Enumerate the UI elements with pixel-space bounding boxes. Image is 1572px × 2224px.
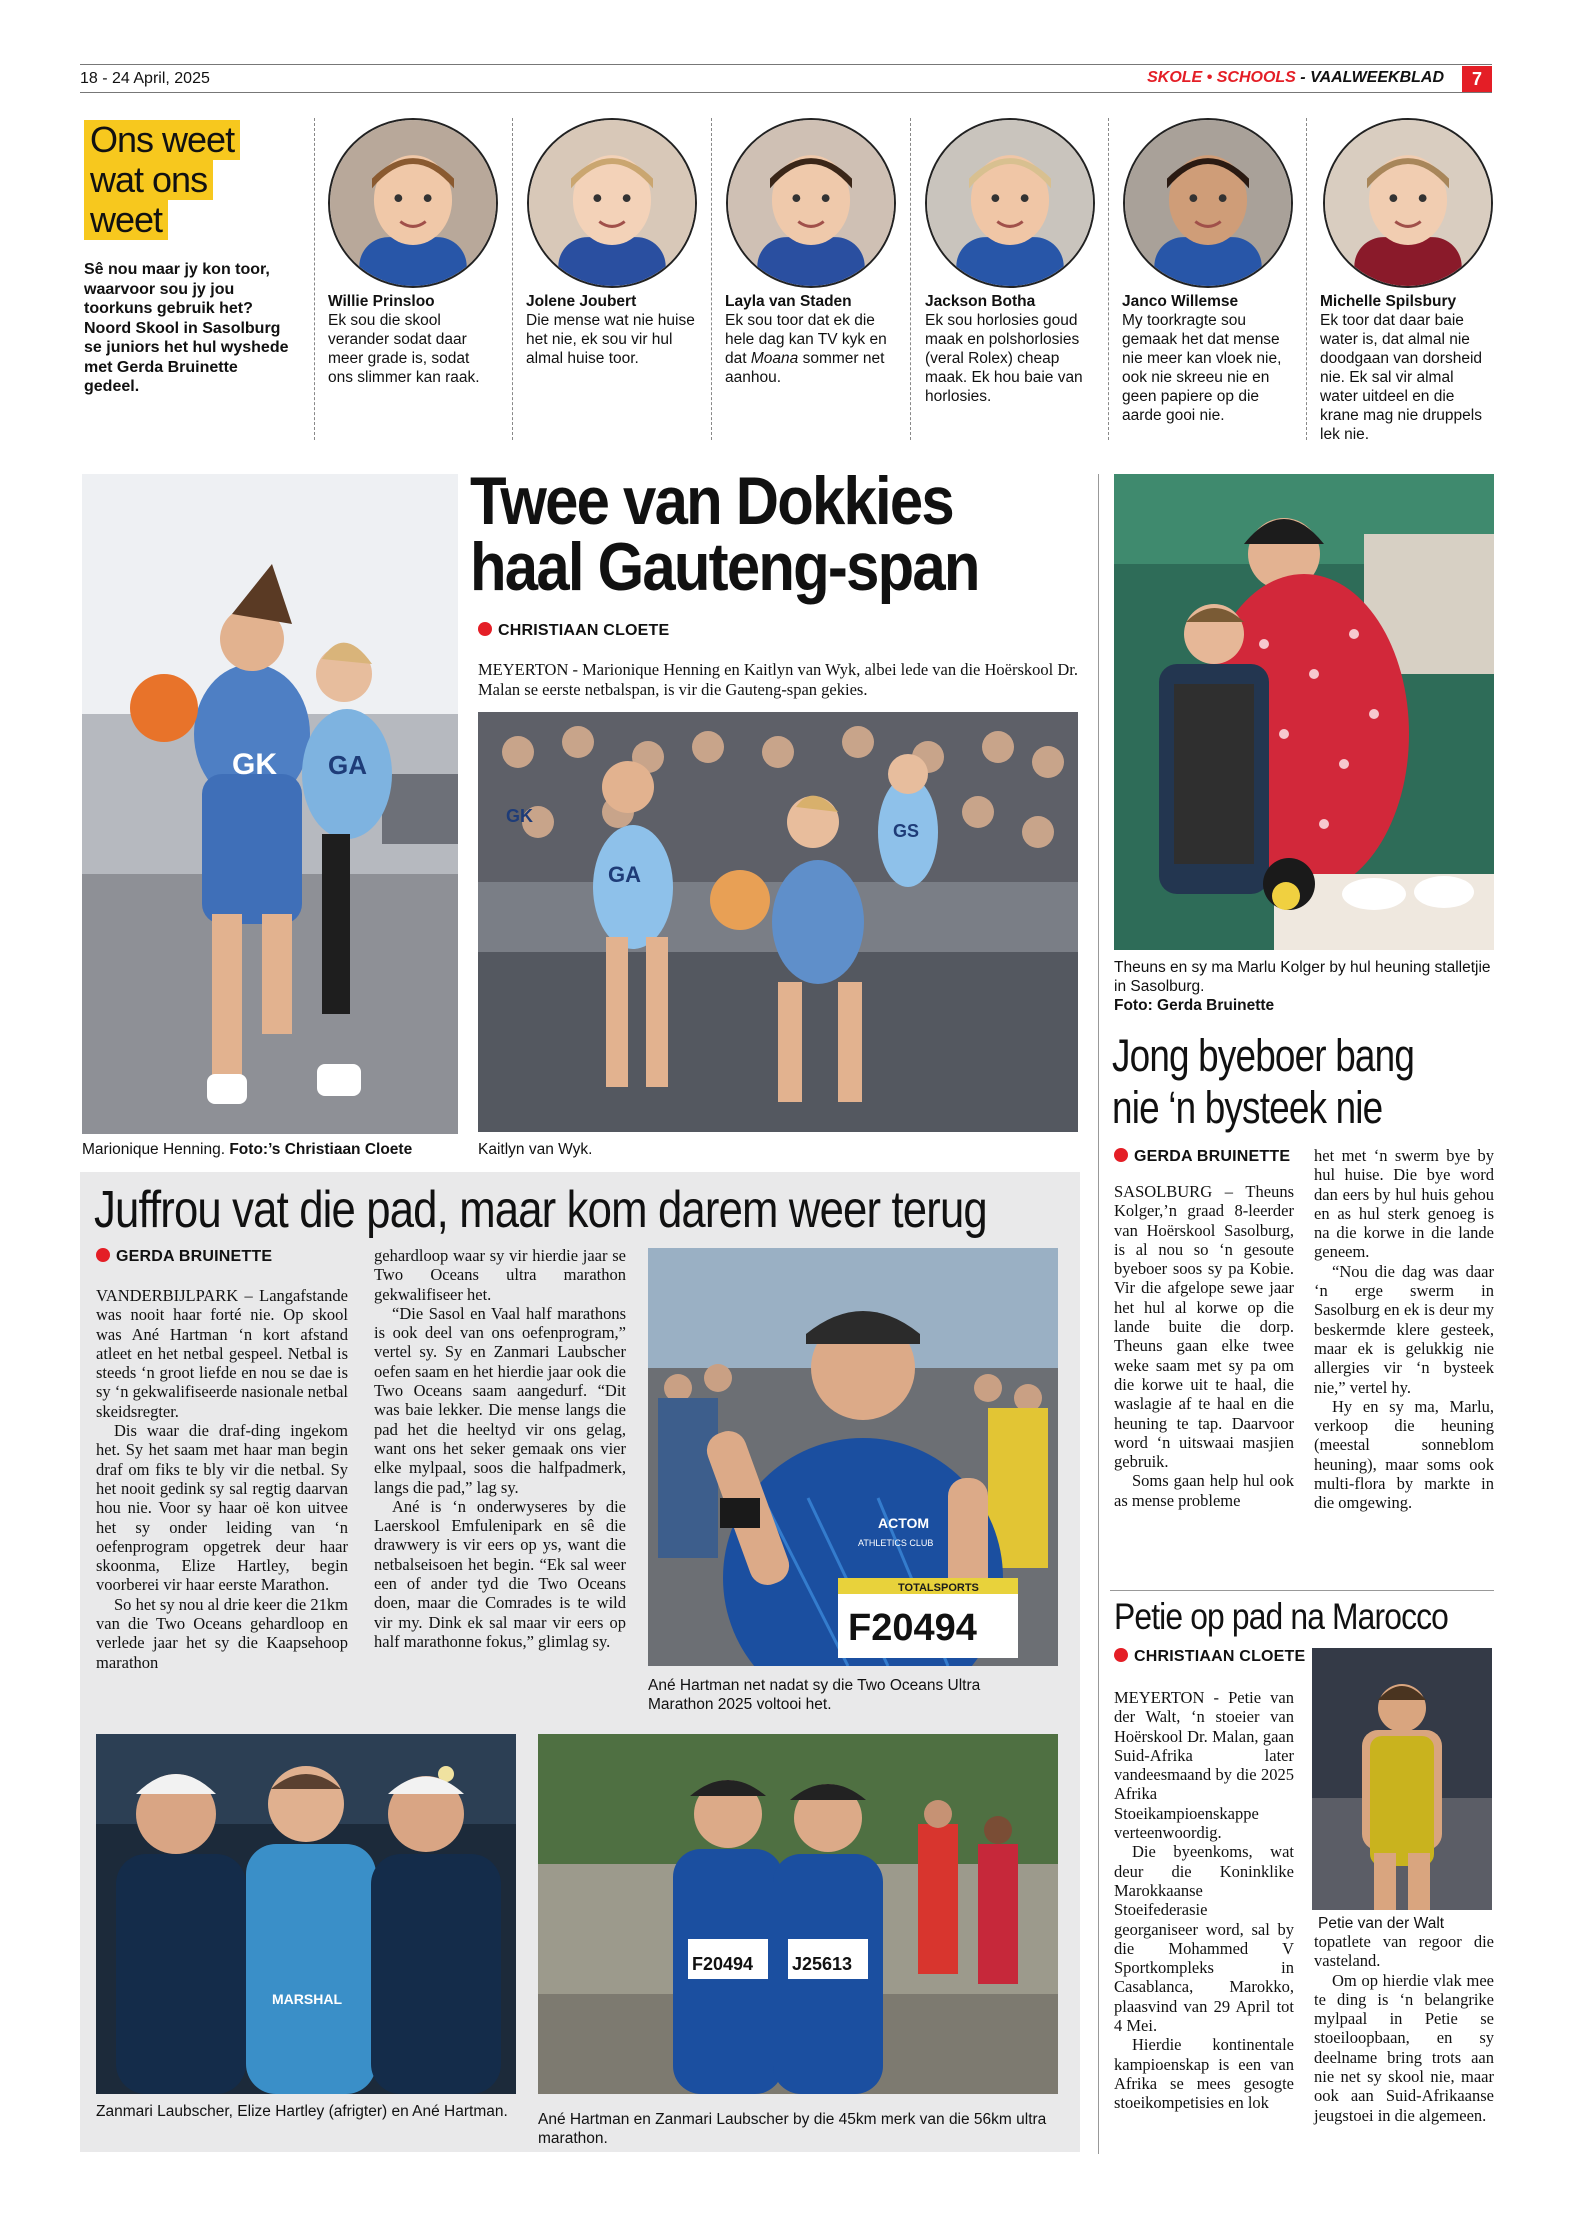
headline-line: Twee van Dokkies xyxy=(470,463,953,539)
byline-name: CHRISTIAAN CLOETE xyxy=(498,622,670,639)
byline-dot-icon xyxy=(96,1248,110,1262)
kid-quote: Ek toor dat daar baie water is, dat almal nie doodgaan van dorsheid nie. Ek sal vir almal water uitdeel en die krane mag nie druppels lek nie. xyxy=(1320,312,1483,443)
vest-text: ACTOM xyxy=(878,1515,930,1531)
marathon-headline: Juffrou vat die pad, maar kom darem weer terug xyxy=(94,1181,987,1239)
vox-title xyxy=(84,120,294,240)
wrestling-byline xyxy=(1114,1648,1305,1666)
kid-name: Jolene Joubert xyxy=(526,293,637,310)
kid-name: Willie Prinsloo xyxy=(328,293,435,310)
bib-number-text: J25613 xyxy=(792,1954,853,1974)
caption-text: Theuns en sy ma Marlu Kolger by hul heuning stalletjie in Sasolburg. xyxy=(1114,959,1491,995)
byline-name: GERDA BRUINETTE xyxy=(116,1248,273,1265)
svg-text:GA: GA xyxy=(328,750,367,780)
vox-title-line: wat ons xyxy=(84,160,213,200)
vox-divider xyxy=(910,118,911,440)
netball-caption-left xyxy=(82,1140,458,1159)
paragraph: gehardloop waar sy vir hierdie jaar se Two Oceans ultra marathon gekwalifiseer het. xyxy=(374,1246,626,1304)
paragraph: Ané is ‘n onderwyseres by die Laerskool Emfulenipark en sê die drawwery is vir eers op ys, want die netbalseisoen het begin. “Ek sal weer een of ander tyd die Two Oceans doen, maar die Comrades is te wild vir my. Dink ek sal maar vir eers op half marathonne fokus,” glimlag sy. xyxy=(374,1496,626,1651)
kid-portrait-photo xyxy=(527,118,697,288)
wrestling-column-2 xyxy=(1314,1932,1494,2125)
byline-name: GERDA BRUINETTE xyxy=(1134,1148,1291,1165)
svg-text:GK: GK xyxy=(506,806,533,826)
section-schools: SCHOOLS xyxy=(1216,69,1296,86)
kid-portrait-photo xyxy=(328,118,498,288)
kid-portrait-photo xyxy=(726,118,896,288)
kid-quote: Ek sou die skool verander sodat daar meer grade is, sodat ons slimmer kan raak. xyxy=(328,312,480,386)
bee-headline xyxy=(1112,1030,1512,1134)
kid-entry xyxy=(526,292,706,368)
kid-portrait-photo xyxy=(1323,118,1493,288)
page-number-box xyxy=(1462,66,1492,92)
bee-column-2 xyxy=(1314,1146,1494,1513)
club-text: ATHLETICS CLUB xyxy=(858,1538,934,1548)
paragraph: SASOLBURG – Theuns Kolger,’n graad 8-leerder van Hoërskool Sasolburg, is al nou so ‘n gesoute byeboer soos sy pa Kobie. Vir die afgelope sewe jaar het hul al korwe op die lande buite die dorp. Theuns gaan elke twee weke saam met sy pa om die korwe uit te haal, die waslagie af te haal en die heuning te tap. Daarvoor word ‘n uitswaai masjien gebruik. xyxy=(1114,1182,1294,1472)
headline-line: Jong byeboer bang xyxy=(1112,1030,1415,1081)
paragraph: Soms gaan help hul ook as mense probleme xyxy=(1114,1471,1294,1510)
marshal-text: MARSHAL xyxy=(272,1991,342,2007)
paragraph: Hierdie kontinentale kampioenskap is een van Afrika se mees gesogte stoeikompetisies en lok xyxy=(1114,2035,1294,2113)
photo-credit: Foto: Gerda Bruinette xyxy=(1114,997,1275,1014)
netball-photo-marionique xyxy=(82,474,458,1134)
svg-text:GK: GK xyxy=(232,748,277,781)
bee-byline xyxy=(1114,1148,1290,1166)
kid-entry xyxy=(328,292,498,387)
wrestling-caption: Petie van der Walt xyxy=(1318,1915,1445,1932)
vox-divider xyxy=(711,118,712,440)
headline-line: nie ‘n bysteek nie xyxy=(1112,1082,1383,1133)
headline-line: haal Gauteng-span xyxy=(470,529,979,605)
kid-name: Michelle Spilsbury xyxy=(1320,293,1457,310)
kid-name: Jackson Botha xyxy=(925,293,1036,310)
section-rule xyxy=(1110,1590,1494,1591)
svg-text:GS: GS xyxy=(893,821,920,841)
kid-entry xyxy=(1122,292,1292,425)
header-bottom-rule xyxy=(80,92,1492,93)
byline-name: CHRISTIAAN CLOETE xyxy=(1134,1648,1306,1665)
vox-divider xyxy=(512,118,513,440)
marathon-photo-finish xyxy=(648,1248,1058,1666)
svg-text:GA: GA xyxy=(608,862,641,887)
marathon-byline xyxy=(96,1248,272,1266)
bee-column-1 xyxy=(1114,1182,1294,1510)
page-header xyxy=(80,64,1492,94)
marathon-column-1 xyxy=(96,1286,348,1672)
section-bullet: • xyxy=(1206,69,1213,86)
vox-title-line: weet xyxy=(84,200,168,240)
netball-headline xyxy=(470,463,1090,605)
vox-title-line: Ons weet xyxy=(84,120,240,160)
page-number: 7 xyxy=(1471,69,1482,89)
paragraph: het met ‘n swerm bye by hul huise. Die bye word dan eers by hul huis gehou en as hul sterk genoeg is na die korwe in die lande geneem. xyxy=(1314,1146,1494,1262)
paragraph: Om op hierdie vlak mee te ding is ‘n belangrike mylpaal in Petie se stoeiloopbaan, en sy deelname bring trots aan nie net sy skool nie, maar ook aan Suid-Afrikaanse jeugstoei in die algemeen. xyxy=(1314,1970,1494,2125)
bib-brand-text: TOTALSPORTS xyxy=(898,1582,979,1594)
kid-quote: Die mense wat nie huise het nie, ek sou vir hul almal huise toor. xyxy=(526,312,695,367)
vox-divider xyxy=(1108,118,1109,440)
kid-name: Janco Willemse xyxy=(1122,293,1239,310)
photo-credit: Foto:’s Christiaan Cloete xyxy=(229,1141,413,1158)
kid-quote: Ek sou horlosies goud maak en polshorlosies (veral Rolex) cheap maak. Ek hou baie van horlosies. xyxy=(925,312,1083,405)
marathon-caption-main: Ané Hartman net nadat sy die Two Oceans Ultra Marathon 2025 voltooi het. xyxy=(648,1677,981,1713)
kid-quote-title: Moana xyxy=(750,350,799,367)
bib-number-text: F20494 xyxy=(848,1607,977,1649)
paragraph: MEYERTON - Petie van der Walt, ‘n stoeier van Hoërskool Dr. Malan, gaan Suid-Afrika later vandeesmaand by die 2025 Afrika Stoeikampioenskappe verteenwoordig. xyxy=(1114,1688,1294,1843)
paper-name: VAALWEEKBLAD xyxy=(1310,69,1444,86)
bee-photo xyxy=(1114,474,1494,950)
vox-divider xyxy=(314,118,315,440)
section-skole: SKOLE xyxy=(1147,69,1203,86)
paragraph: VANDERBIJLPARK – Langafstande was nooit haar forté nie. Op skool was Ané Hartman ‘n kort afstand atleet en het netbal gespeel. Netbal is steeds ‘n groot liefde en nou se dae is sy ‘n gekwalifiseerde nasionale netbal skeidsregter. xyxy=(96,1286,348,1421)
marathon-caption-br: Ané Hartman en Zanmari Laubscher by die 45km merk van die 56km ultra marathon. xyxy=(538,2111,1047,2147)
byline-dot-icon xyxy=(1114,1148,1128,1162)
kid-entry xyxy=(925,292,1101,406)
wrestling-headline: Petie op pad na Marocco xyxy=(1114,1596,1449,1637)
paragraph: Hy en sy ma, Marlu, verkoop die heuning (meestal sonneblom heuning), maar soms ook multi-flora by markte in die omgewing. xyxy=(1314,1396,1494,1513)
paragraph: Dis waar die draf-ding ingekom het. Sy het saam met haar man begin draf om fiks te bly vir die netbal. Sy het nooit gedink sy sal regtig daarvan hou nie. Voor sy haar oë kon uitvee het sy onder leiding van ‘n oefenprogram opgetrek deur haar skoonma, Elize Hartley, begin voorberei vir haar eerste Marathon. xyxy=(96,1421,348,1595)
paragraph: So het sy nou al drie keer die 21km van die Two Oceans gehardloop en verlede jaar het sy die Kaapsehoop marathon xyxy=(96,1594,348,1672)
wrestling-photo xyxy=(1312,1648,1492,1910)
kid-name: Layla van Staden xyxy=(725,293,852,310)
marathon-column-2 xyxy=(374,1246,626,1651)
kid-portrait-photo xyxy=(1123,118,1293,288)
netball-caption-right: Kaitlyn van Wyk. xyxy=(478,1141,593,1158)
paragraph: “Die Sasol en Vaal half marathons is ook deel van ons oefenprogram,” vertel sy. Sy en Zanmari Laubscher oefen saam en het hierdie jaar ook die Two Oceans saam aangedurf. “Dit was baie lekker. Die mense langs die pad het die heeltyd vir ons gelag, want ons het seker gemaak ons vier elke mylpaal, soos die halfpadmerk, langs die pad,” lag sy. xyxy=(374,1303,626,1497)
netball-photo-kaitlyn xyxy=(478,712,1078,1132)
kid-portrait-photo xyxy=(925,118,1095,288)
column-rule xyxy=(1098,474,1099,2154)
paragraph: topatlete van regoor die vasteland. xyxy=(1314,1932,1494,1971)
kid-quote-part: Ek sou toor dat ek die hele dag kan TV kyk en dat xyxy=(725,312,887,367)
issue-date: 18 - 24 April, 2025 xyxy=(80,70,210,87)
paragraph: “Nou die dag was daar ‘n erge swerm in Sasolburg en ek is deur my beskermde klere gesteek, maar ek is gelukkig nie allergies vir ‘n bysteek nie,” vertel hy. xyxy=(1314,1261,1494,1397)
netball-byline xyxy=(478,622,669,640)
byline-dot-icon xyxy=(478,622,492,636)
marathon-photo-duo xyxy=(538,1734,1058,2094)
marathon-caption-bl: Zanmari Laubscher, Elize Hartley (afrigter) en Ané Hartman. xyxy=(96,2103,508,2120)
paragraph: Die byeenkoms, wat deur die Koninklike Marokkaanse Stoeifederasie georganiseer word, sal by die Mohammed V Sportkompleks in Casablanca, Marokko, plaasvind van 29 April tot 4 Mei. xyxy=(1114,1842,1294,2036)
marathon-photo-trio xyxy=(96,1734,516,2094)
bee-caption xyxy=(1114,958,1494,1015)
kid-quote-part: sommer net aanhou. xyxy=(725,350,885,386)
kid-quote: My toorkragte sou gemaak het dat mense nie meer kan vloek nie, ook nie skreeu nie en geen papiere op die aarde gooi nie. xyxy=(1122,312,1282,424)
kid-entry xyxy=(725,292,901,387)
netball-lead: MEYERTON - Marionique Henning en Kaitlyn van Wyk, albei lede van die Hoërskool Dr. Malan se eerste netbalspan, is vir die Gauteng-span gekies. xyxy=(478,660,1078,699)
caption-text: Marionique Henning. xyxy=(82,1141,230,1158)
byline-dot-icon xyxy=(1114,1648,1128,1662)
top-rule xyxy=(80,64,1492,65)
vox-intro: Sê nou maar jy kon toor, waarvoor sou jy jou toorkuns gebruik het? Noord Skool in Sasolburg se juniors het hul wyshede met Gerda Bruinette gedeel. xyxy=(84,261,289,395)
wrestling-column-1 xyxy=(1114,1688,1294,2113)
section-dash: - xyxy=(1295,69,1311,86)
kid-quote xyxy=(725,311,901,387)
section-label xyxy=(1147,69,1444,87)
kid-entry xyxy=(1320,292,1492,444)
vox-divider xyxy=(1306,118,1307,440)
bib-number-text: F20494 xyxy=(692,1954,754,1974)
